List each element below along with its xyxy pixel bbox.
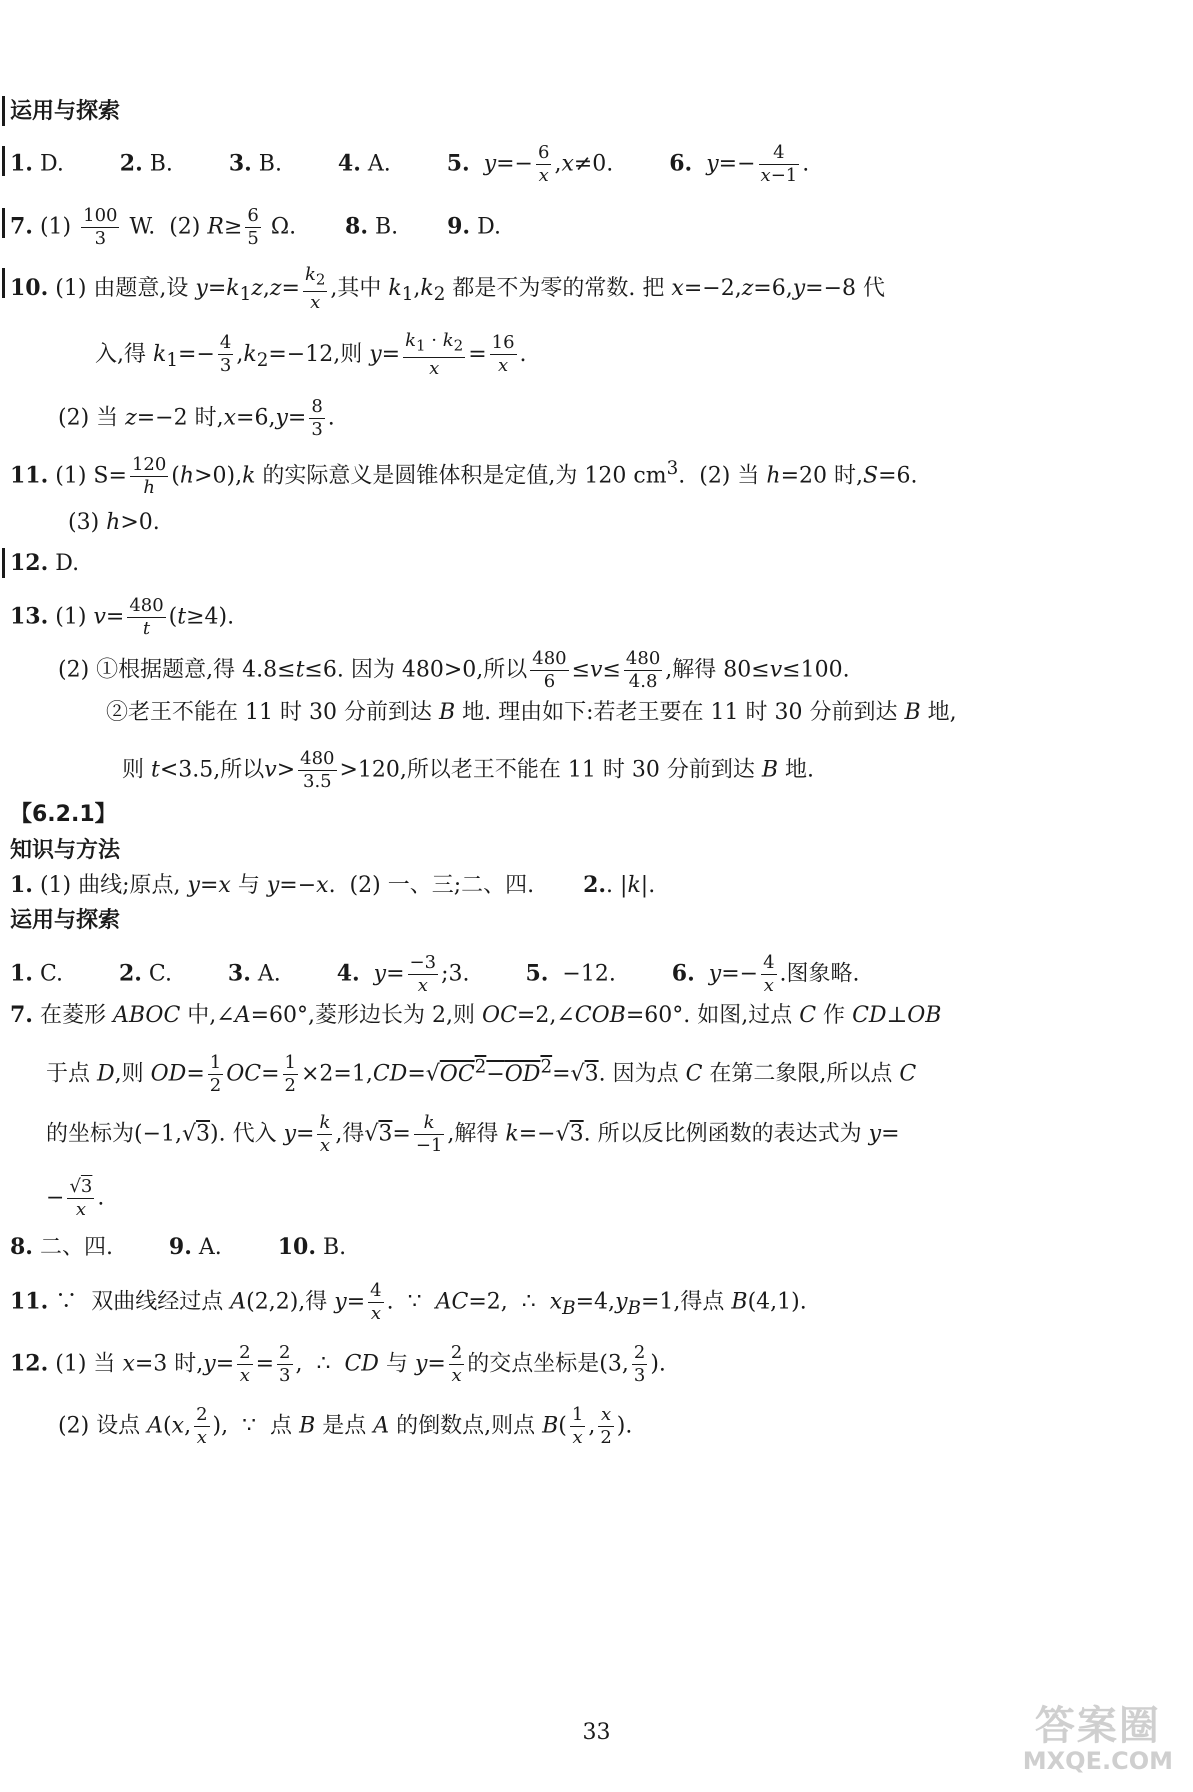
left-edge-mark	[2, 146, 5, 176]
answer-line: 1. D. 2. B. 3. B. 4. A. 5. y=− $\frac{6}{x}$ ,x≠0. 6. y=− $\frac{4}{x-1}$ .	[10, 142, 810, 186]
section-heading: 运用与探索	[10, 908, 121, 933]
answer-line: 10. (1) 由题意,设 $y=k_1z,z=$ $\frac{k_2}{x}$ ,其中 $k_1,k_2$ 都是不为零的常数. 把 x=−2,z=6,y=−8 代	[10, 264, 886, 313]
answer-line: 1. C. 2. C. 3. A. 4. y= $\frac{-3}{x}$ ;3. 5. −12. 6. y=− $\frac{4}{x}$ .图象略.	[10, 952, 860, 996]
watermark	[1023, 1704, 1173, 1774]
left-edge-mark	[2, 208, 5, 238]
answer-line: 1. (1) 曲线;原点, y=x 与 y=−x. (2) 一、三;二、四. 2.. |k|.	[10, 872, 656, 898]
left-edge-mark	[2, 548, 5, 578]
answer-line: 13. (1) v= $\frac{480}{t}$ (t≥4).	[10, 595, 235, 639]
answer-line: (2) 设点 A(x, $\frac{2}{x}$ ), ∵ 点 B 是点 A 的倒数点,则点 B( $\frac{1}{x}$ , $\frac{x}{2}$ ).	[58, 1404, 633, 1448]
answer-line: ②老王不能在 11 时 30 分前到达 B 地. 理由如下:若老王要在 11 时 30 分前到达 B 地,	[106, 700, 957, 725]
section-heading: 【6.2.1】	[10, 802, 117, 827]
left-edge-mark	[2, 96, 5, 126]
answer-line: (3) h>0.	[68, 510, 160, 535]
answer-line: (2) ①根据题意,得 4.8≤t≤6. 因为 480>0,所以 $\frac{480}{6}$ ≤v≤ $\frac{480}{4.8}$ ,解得 80≤v≤100.	[58, 648, 850, 692]
answer-line: 7. 在菱形 ABOC 中,∠A=60°,菱形边长为 2,则 OC=2,∠COB=60°. 如图,过点 C 作 CD⊥OB	[10, 1002, 942, 1028]
watermark-logo: 答案圈	[1034, 1703, 1161, 1749]
watermark-url: MXQE.COM	[1022, 1747, 1173, 1775]
answer-line: 11. (1) S= $\frac{120}{h}$ (h>0),k 的实际意义是圆锥体积是定值,为 120 $cm^3$. (2) 当 h=20 时,S=6.	[10, 454, 918, 498]
answer-line: 入,得 $k_1=-$ $\frac{4}{3}$ $,k_2=-12$,则 y= $\frac{k_1 \cdot k_2}{x}$ = $\frac{16}{x}$ .	[95, 330, 527, 379]
answer-line: 于点 D,则 OD= $\frac{1}{2}$ OC= $\frac{1}{2}$ $\times 2=1,CD=√OC^2-OD^2=√3$. 因为点 C 在第二象限,所以点 C	[46, 1052, 917, 1096]
answer-line: 7. (1) $\frac{100}{3}$ W. (2) R≥ $\frac{6}{5}$ Ω. 8. B. 9. D.	[10, 205, 501, 249]
answer-line: 12. (1) 当 x=3 时,y= $\frac{2}{x}$ = $\frac{2}{3}$ , ∴ CD 与 y= $\frac{2}{x}$ 的交点坐标是(3, $\frac{2}{3}$ ).	[10, 1342, 666, 1386]
answer-line: 12. D.	[10, 550, 80, 576]
answer-line: 11. ∵ 双曲线经过点 A(2,2),得 y= $\frac{4}{x}$ . ∵ AC=2, ∴ $x_B=4,y_B=1$,得点 B(4,1).	[10, 1280, 807, 1324]
answer-line: 则 t<3.5,所以v> $\frac{480}{3.5}$ >120,所以老王不能在 11 时 30 分前到达 B 地.	[122, 748, 815, 792]
answer-line: (2) 当 z=−2 时,x=6,y= $\frac{8}{3}$ .	[58, 396, 335, 440]
left-edge-mark	[2, 268, 5, 298]
page-number: 33	[582, 1720, 611, 1745]
answer-line: 8. 二、四. 9. A. 10. B.	[10, 1234, 347, 1260]
section-heading: 运用与探索	[10, 99, 121, 124]
answer-line: 的坐标为(−1,√3). 代入 y= $\frac{k}{x}$ ,得√3= $\frac{k}{-1}$ ,解得 k=−√3. 所以反比例函数的表达式为 y=	[46, 1112, 900, 1156]
section-heading: 知识与方法	[10, 838, 121, 863]
answer-line: − $\frac{√3}{x}$ .	[46, 1176, 105, 1220]
